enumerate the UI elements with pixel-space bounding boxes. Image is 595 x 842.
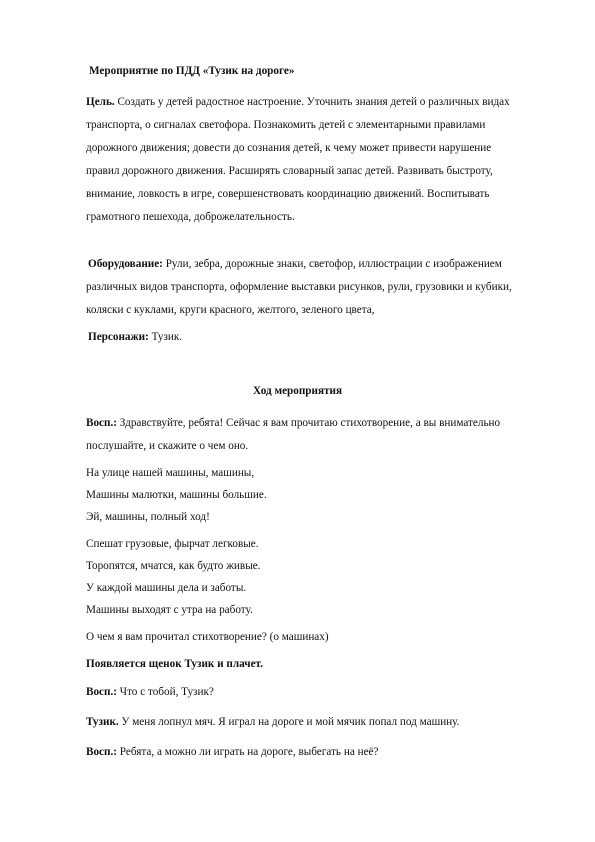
educator-line-4 [86, 741, 378, 764]
goal-line-6: грамотного пешехода, доброжелательность. [86, 211, 295, 223]
poem-line-3: Эй, машины, полный ход! [86, 511, 210, 523]
document-title: Мероприятие по ПДД «Тузик на дороге» [89, 65, 295, 77]
educator-line-3 [86, 681, 214, 704]
equipment-line-1 [88, 253, 502, 276]
goal-line-5: внимание, ловкость в игре, совершенствовать координацию движений. Воспитывать [86, 188, 490, 200]
poem-line-7: Машины выходят с утра на работу. [86, 604, 253, 616]
goal-line-3: дорожного движения; довести до сознания детей, к чему может привести нарушение [86, 142, 492, 154]
educator-label: Восп.: [86, 746, 117, 758]
characters-text: Тузик. [148, 331, 183, 343]
goal-label: Цель. [86, 96, 115, 108]
goal-line-1 [86, 91, 510, 114]
stage-direction: Появляется щенок Тузик и плачет. [86, 658, 263, 670]
goal-line-2: транспорта, о сигналах светофора. Познакомить детей с элементарными правилами [86, 119, 486, 131]
educator-text-3: Что с тобой, Тузик? [117, 686, 214, 698]
poem-line-6: У каждой машины дела и заботы. [86, 582, 247, 594]
characters-line [88, 326, 182, 349]
characters-label: Персонажи: [88, 331, 149, 343]
poem-line-4: Спешат грузовые, фырчат легковые. [86, 538, 259, 550]
equipment-line-2: различных видов транспорта, оформление выставки рисунков, рули, грузовики и кубики, [86, 281, 512, 293]
educator-text-1: Здравствуйте, ребята! Сейчас я вам прочитаю стихотворение, а вы внимательно [117, 417, 501, 429]
tuzik-label: Тузик. [86, 716, 119, 728]
educator-text-4: Ребята, а можно ли играть на дороге, выбегать на неё? [117, 746, 379, 758]
question-line: О чем я вам прочитал стихотворение? (о машинах) [86, 631, 329, 643]
educator-line-2: послушайте, и скажите о чем оно. [86, 440, 249, 452]
poem-line-2: Машины малютки, машины большие. [86, 489, 267, 501]
educator-label: Восп.: [86, 417, 117, 429]
educator-line-1 [86, 412, 500, 435]
equipment-label: Оборудование: [88, 258, 163, 270]
equipment-line-3: коляски с куклами, круги красного, желтого, зеленого цвета, [86, 304, 375, 316]
section-title: Ход мероприятия [252, 385, 343, 397]
goal-line-4: правил дорожного движения. Расширять словарный запас детей. Развивать быстроту, [86, 165, 493, 177]
tuzik-text-1: У меня лопнул мяч. Я играл на дороге и мой мячик попал под машину. [118, 716, 460, 728]
poem-line-5: Торопятся, мчатся, как будто живые. [86, 560, 261, 572]
educator-label: Восп.: [86, 686, 117, 698]
tuzik-line-1 [86, 711, 459, 734]
equipment-text-1: Рули, зебра, дорожные знаки, светофор, иллюстрации с изображением [162, 258, 502, 270]
goal-text-1: Создать у детей радостное настроение. Уточнить знания детей о различных видах [114, 96, 510, 108]
poem-line-1: На улице нашей машины, машины, [86, 467, 255, 479]
